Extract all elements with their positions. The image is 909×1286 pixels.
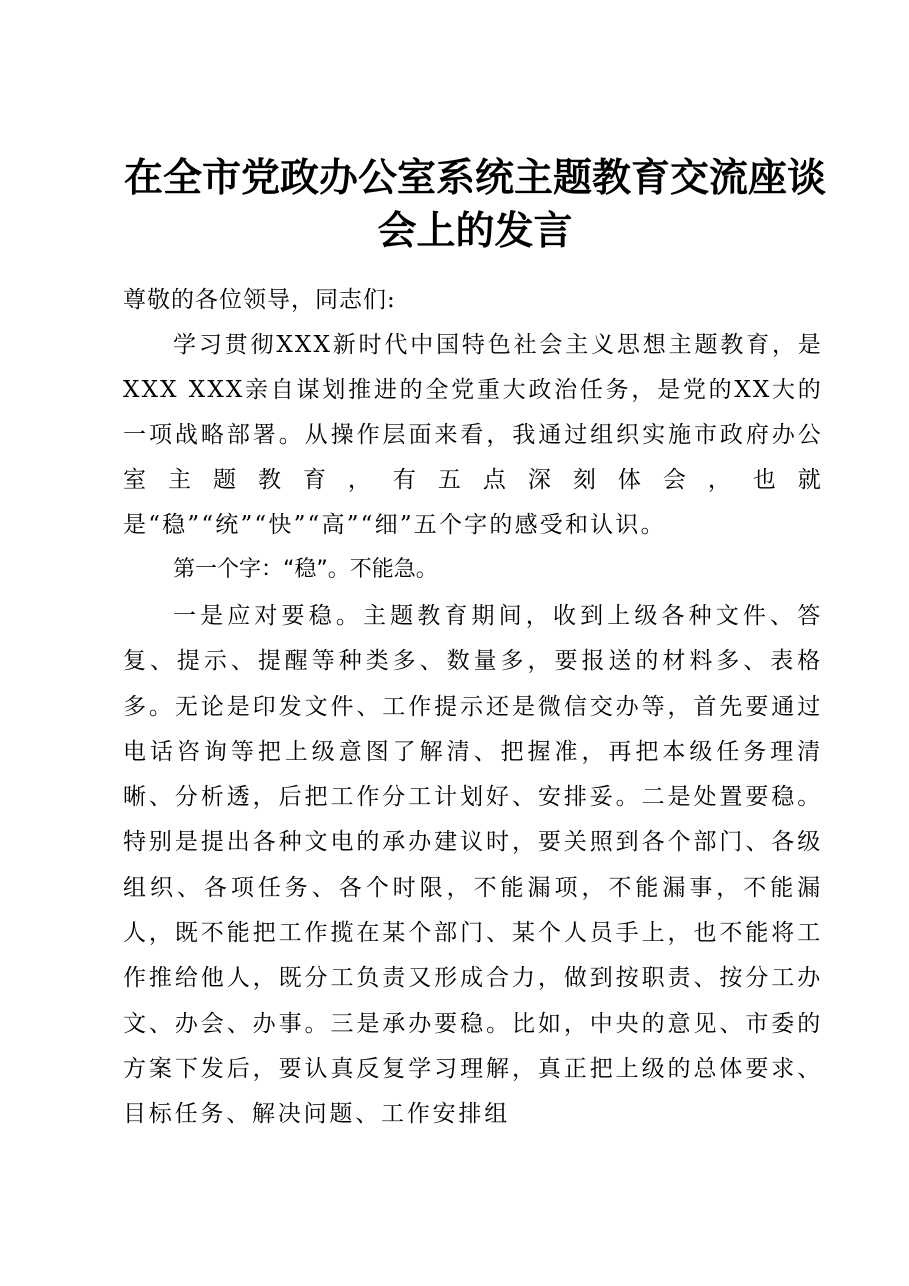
document-title: 在全市党政办公室系统主题教育交流座谈会上的发言	[123, 155, 826, 254]
intro-paragraph: 学习贯彻XXX新时代中国特色社会主义思想主题教育，是XXX XXX亲自谋划推进的全党重大政治任务，是党的XX大的一项战略部署。从操作层面来看，我通过组织实施市政府办公室主题教育，有五点深刻体会，也就是“稳”“统”“快”“高”“细”五个字的感受和认识。	[123, 332, 823, 538]
body-paragraph: 一是应对要稳。主题教育期间，收到上级各种文件、答复、提示、提醒等种类多、数量多，要报送的材料多、表格多。无论是印发文件、工作提示还是微信交办等，首先要通过电话咨询等把上级意图了解清、把握准，再把本级任务理清晰、分析透，后把工作分工计划好、安排妥。二是处置要稳。特别是提出各种文电的承办建议时，要关照到各个部门、各级组织、各项任务、各个时限，不能漏项，不能漏事，不能漏人，既不能把工作揽在某个部门、某个人员手上，也不能将工作推给他人，既分工负责又形成合力，做到按职责、按分工办文、办会、办事。三是承办要稳。比如，中央的意见、市委的方案下发后，要认真反复学习理解，真正把上级的总体要求、目标任务、解决问题、工作安排组	[123, 603, 823, 1128]
section-heading: 第一个字：“稳”。不能急。	[173, 557, 438, 582]
salutation: 尊敬的各位领导，同志们:	[123, 287, 396, 313]
